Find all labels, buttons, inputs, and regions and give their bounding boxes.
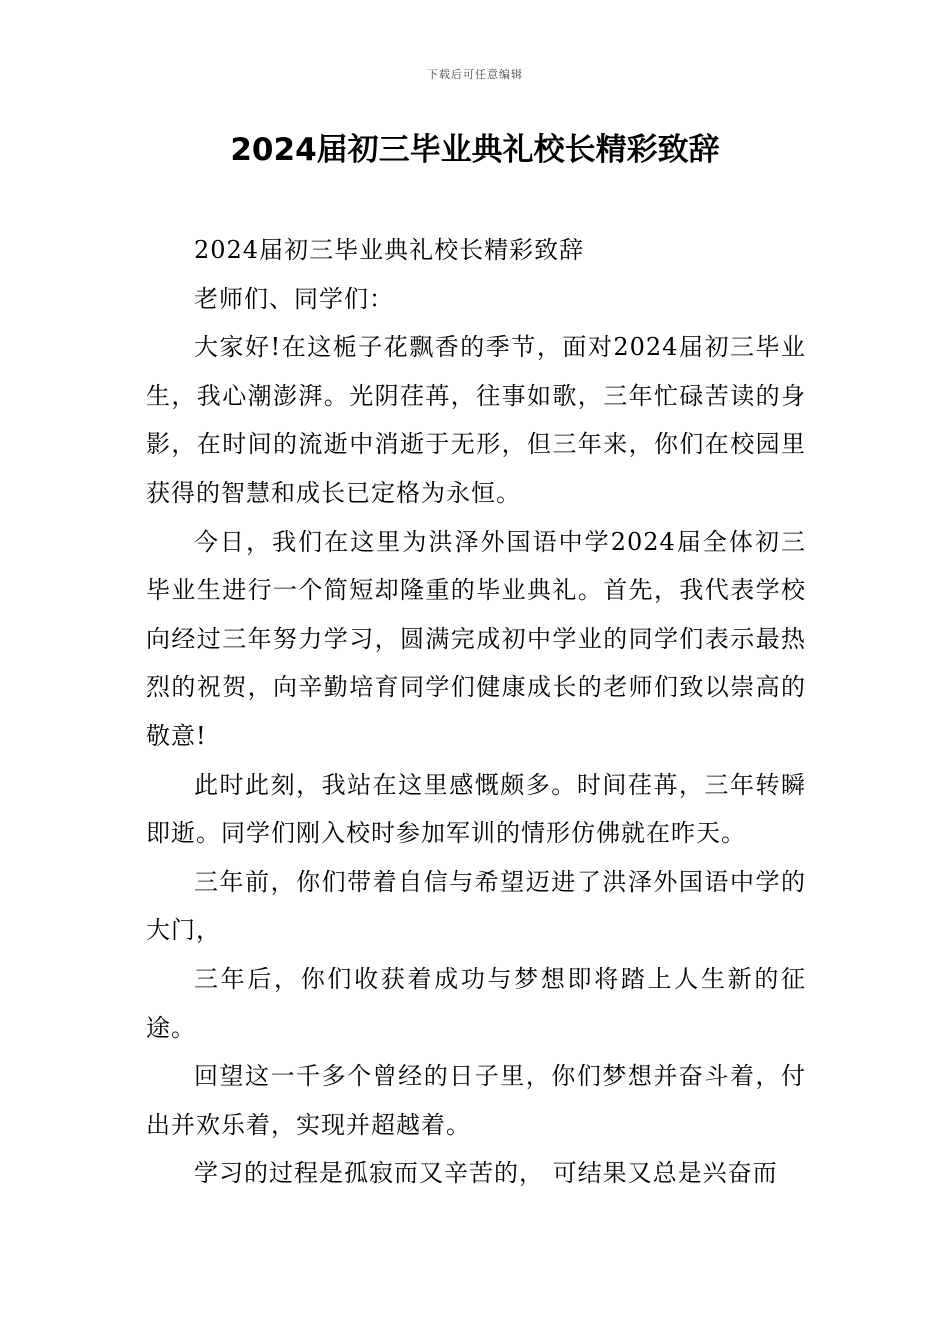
paragraph: 大家好!在这栀子花飘香的季节，面对2024届初三毕业生，我心潮澎湃。光阴荏苒，往事如歌，三年忙碌苦读的身影，在时间的流逝中消逝于无形，但三年来，你们在校园里获得的智慧和成长已定格为永恒。 bbox=[146, 333, 806, 507]
header-note: 下载后可任意编辑 bbox=[427, 68, 523, 81]
paragraph: 三年后，你们收获着成功与梦想即将踏上人生新的征途。 bbox=[146, 964, 806, 1042]
paragraph: 学习的过程是孤寂而又辛苦的， 可结果又总是兴奋而 bbox=[194, 1159, 778, 1188]
paragraph-subtitle: 2024届初三毕业典礼校长精彩致辞 bbox=[194, 236, 585, 264]
paragraph: 今日，我们在这里为洪泽外国语中学2024届全体初三毕业生进行一个简短却隆重的毕业典礼。首先，我代表学校向经过三年努力学习，圆满完成初中学业的同学们表示最热烈的祝贺，向辛勤培育同学们健康成长的老师们致以崇高的敬意! bbox=[146, 527, 806, 750]
paragraph-salutation: 老师们、同学们： bbox=[194, 284, 394, 313]
paragraph: 三年前，你们带着自信与希望迈进了洪泽外国语中学的大门， bbox=[146, 867, 806, 945]
document-title: 2024届初三毕业典礼校长精彩致辞 bbox=[230, 132, 720, 168]
document-body bbox=[146, 226, 806, 1198]
paragraph: 此时此刻，我站在这里感慨颇多。时间荏苒，三年转瞬即逝。同学们刚入校时参加军训的情形仿佛就在昨天。 bbox=[146, 770, 806, 848]
paragraph: 回望这一千多个曾经的日子里，你们梦想并奋斗着，付出并欢乐着，实现并超越着。 bbox=[146, 1062, 806, 1139]
